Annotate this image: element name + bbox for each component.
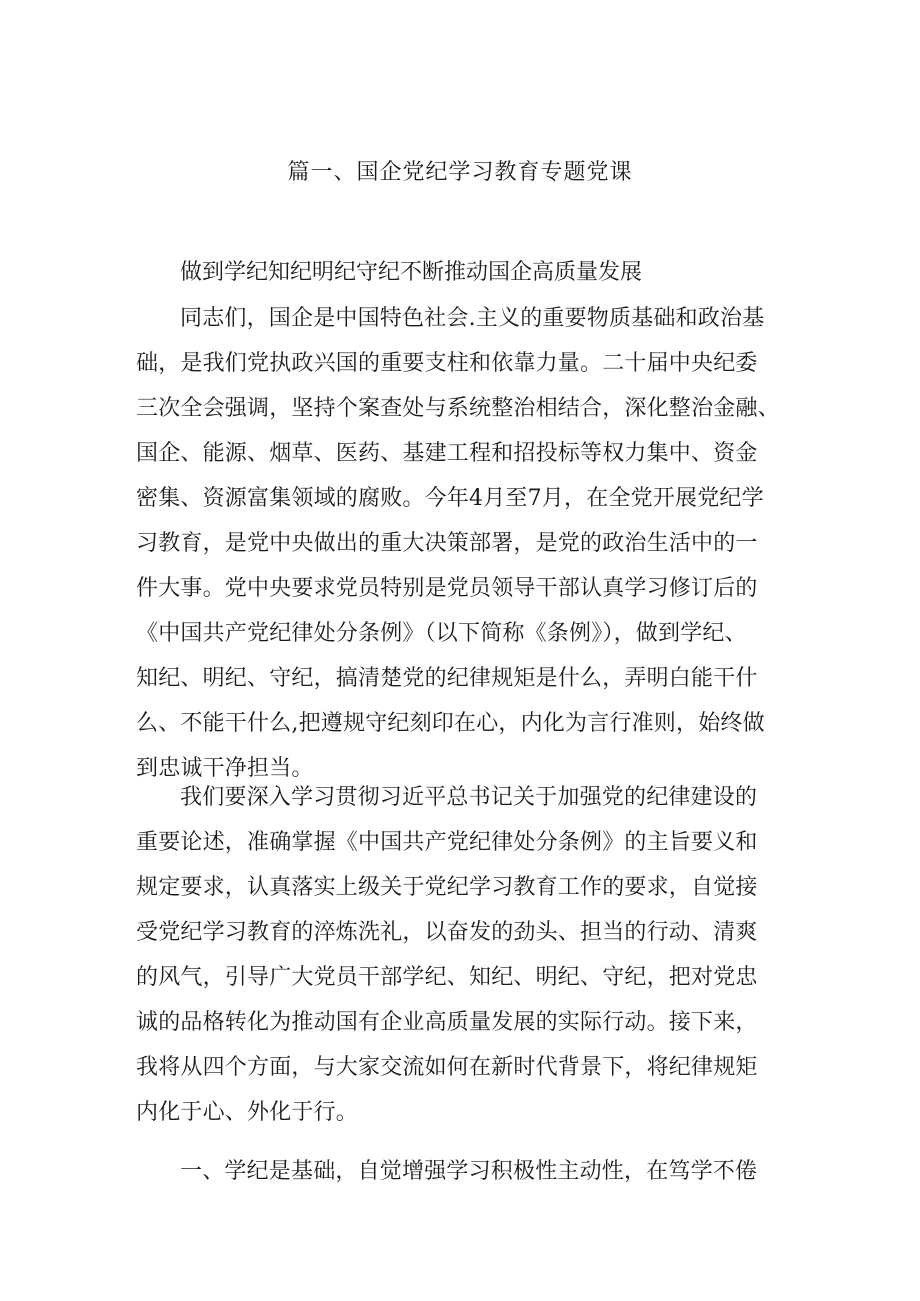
paragraph-line: 内化于心、外化于行。 xyxy=(136,1100,359,1125)
paragraph-line: 么、不能干什么,把遵规守纪刻印在心，内化为言行准则，始终做 xyxy=(136,711,765,736)
paragraph-line: 三次全会强调，坚持个案查处与系统整治相结合，深化整治金融、 xyxy=(136,396,780,421)
section-heading-block xyxy=(136,1149,796,1194)
paragraph-line: 诚的品格转化为推动国有企业高质量发展的实际行动。接下来， xyxy=(136,1010,758,1035)
document-subtitle: 做到学纪知纪明纪守纪不断推动国企高质量发展 xyxy=(180,260,643,285)
paragraph-line: 国企、能源、烟草、医药、基建工程和招投标等权力集中、资金 xyxy=(136,441,758,466)
section-heading: 一、学纪是基础，自觉增强学习积极性主动性，在笃学不倦 xyxy=(180,1159,758,1184)
document-title: 篇一、国企党纪学习教育专题党课 xyxy=(287,160,633,185)
paragraph-line: 我将从四个方面，与大家交流如何在新时代背景下，将纪律规矩 xyxy=(136,1055,758,1080)
paragraph-2 xyxy=(136,775,796,1135)
paragraph-line: 同志们，国企是中国特色社会.主义的重要物质基础和政治基 xyxy=(180,306,765,331)
paragraph-line: 重要论述，准确掌握《中国共产党纪律处分条例》的主旨要义和 xyxy=(136,830,758,855)
paragraph-line: 我们要深入学习贯彻习近平总书记关于加强党的纪律建设的 xyxy=(180,785,758,810)
paragraph-line: 件大事。党中央要求党员特别是党员领导干部认真学习修订后的 xyxy=(136,576,758,601)
paragraph-line: 密集、资源富集领域的腐败。今年4月至7月，在全党开展党纪学 xyxy=(136,486,764,511)
paragraph-line: 规定要求，认真落实上级关于党纪学习教育工作的要求，自觉接 xyxy=(136,875,758,900)
paragraph-line: 础，是我们党执政兴国的重要支柱和依靠力量。二十届中央纪委 xyxy=(136,351,758,376)
paragraph-line: 的风气，引导广大党员干部学纪、知纪、明纪、守纪，把对党忠 xyxy=(136,965,758,990)
paragraph-line: 知纪、明纪、守纪，搞清楚党的纪律规矩是什么，弄明白能干什 xyxy=(136,666,758,691)
paragraph-line: 习教育，是党中央做出的重大决策部署，是党的政治生活中的一 xyxy=(136,531,758,556)
paragraph-line: 受党纪学习教育的淬炼洗礼，以奋发的劲头、担当的行动、清爽 xyxy=(136,920,758,945)
paragraph-line: 到忠诚干净担当。 xyxy=(136,756,314,781)
paragraph-line: 《中国共产党纪律处分条例》（以下简称《条例》），做到学纪、 xyxy=(136,621,747,646)
paragraph-1 xyxy=(136,296,796,791)
